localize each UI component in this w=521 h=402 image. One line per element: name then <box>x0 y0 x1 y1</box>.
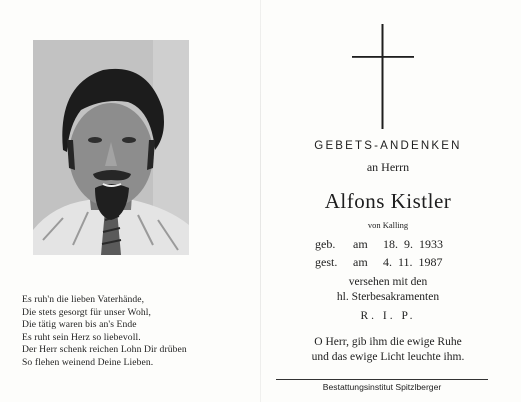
birth-label: geb. <box>315 237 336 251</box>
sacrament-line-1: versehen mit den <box>348 276 428 288</box>
origin: von Kalling <box>367 220 409 230</box>
card-heading: GEBETS-ANDENKEN <box>314 140 462 152</box>
birth-date-row <box>315 236 475 252</box>
rip-text: R. I. P. <box>360 310 416 322</box>
fold-line <box>260 0 261 402</box>
prayer-line-2: und das ewige Licht leuchte ihm. <box>311 351 465 363</box>
birth-date: 18. 9. 1933 <box>383 237 443 251</box>
undertaker-name: Bestattungsinstitut Spitzlberger <box>322 382 442 392</box>
poem <box>22 294 252 370</box>
poem-line: Es ruht sein Herz so liebevoll. <box>22 331 141 343</box>
poem-line: So flehen weinend Deine Lieben. <box>22 356 154 368</box>
poem-line: Es ruh'n die lieben Vaterhände, <box>22 294 145 305</box>
name-prefix: an Herrn <box>366 160 410 174</box>
poem-line: Die stets gesorgt für unser Wohl, <box>22 306 152 318</box>
death-am: am <box>353 255 368 269</box>
birth-am: am <box>353 237 368 251</box>
prayer-line-1: O Herr, gib ihm die ewige Ruhe <box>314 336 462 348</box>
death-label: gest. <box>315 255 338 269</box>
portrait-photo <box>33 40 189 255</box>
divider <box>276 379 488 380</box>
cross-icon <box>352 24 414 129</box>
death-date: 4. 11. 1987 <box>383 255 443 269</box>
sacrament-line-2: hl. Sterbesakramenten <box>336 291 440 303</box>
death-date-row <box>315 254 475 270</box>
deceased-name: Alfons Kistler <box>324 189 452 213</box>
poem-line: Die tätig waren bis an's Ende <box>22 319 137 331</box>
poem-line: Der Herr schenk reichen Lohn Dir drüben <box>22 344 187 356</box>
